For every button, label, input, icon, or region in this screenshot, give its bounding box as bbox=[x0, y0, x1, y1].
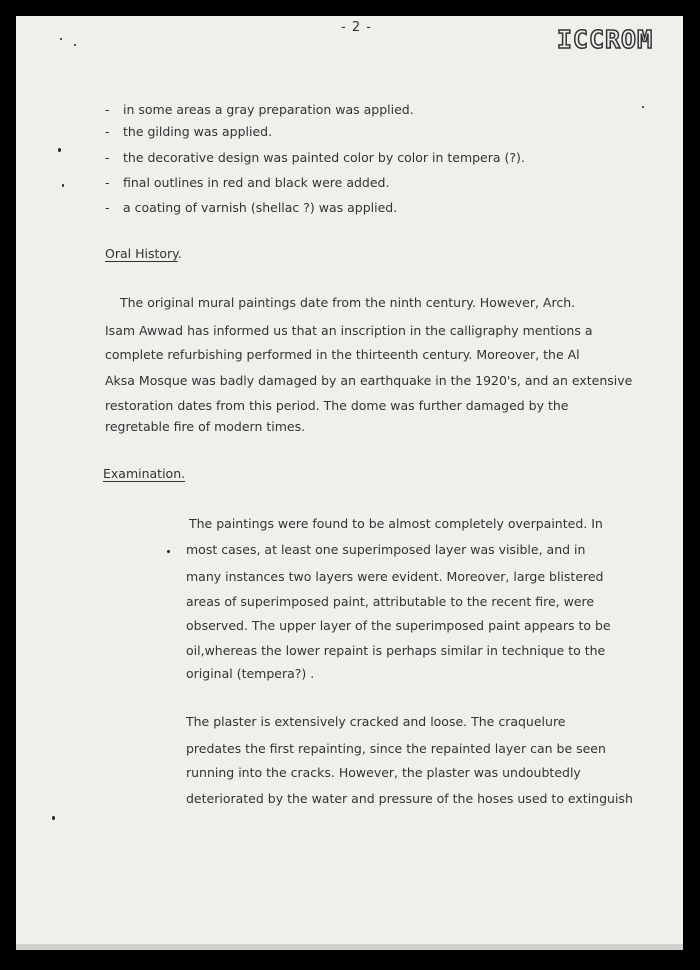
examination-p2-line: predates the first repainting, since the repainted layer can be seen bbox=[186, 741, 606, 756]
list-item: - final outlines in red and black were added. bbox=[105, 175, 390, 190]
examination-p1-line: oil,whereas the lower repaint is perhaps similar in technique to the bbox=[186, 643, 606, 658]
list-marker: - bbox=[105, 124, 110, 139]
list-item: - the gilding was applied. bbox=[105, 124, 273, 139]
oral-history-line: restoration dates from this period. The dome was further damaged by the bbox=[105, 398, 569, 413]
list-marker: - bbox=[105, 200, 110, 215]
examination-p2-line: The plaster is extensively cracked and loose. The craquelure bbox=[186, 714, 566, 729]
list-marker: - bbox=[105, 102, 110, 117]
examination-p1-line: most cases, at least one superimposed layer was visible, and in bbox=[186, 542, 586, 557]
scan-speck bbox=[62, 184, 64, 187]
scan-speck bbox=[642, 106, 644, 108]
examination-p1-line: original (tempera?) . bbox=[186, 666, 315, 681]
examination-heading: Examination. bbox=[103, 466, 186, 481]
examination-p1-line: The paintings were found to be almost completely overpainted. In bbox=[189, 516, 603, 531]
oral-history-line: complete refurbishing performed in the thirteenth century. Moreover, the Al bbox=[105, 347, 580, 362]
list-marker: - bbox=[105, 150, 110, 165]
scan-speck bbox=[74, 44, 76, 46]
scan-speck bbox=[60, 38, 62, 40]
examination-p2-line: running into the cracks. However, the plaster was undoubtedly bbox=[186, 765, 581, 780]
list-item: - in some areas a gray preparation was applied. bbox=[105, 102, 414, 117]
scan-speck bbox=[167, 550, 170, 553]
scan-speck bbox=[58, 148, 61, 152]
oral-history-line: regretable fire of modern times. bbox=[105, 419, 306, 434]
page-number: - 2 - bbox=[341, 20, 372, 35]
list-item: - a coating of varnish (shellac ?) was applied. bbox=[105, 200, 398, 215]
examination-p1-line: observed. The upper layer of the superimposed paint appears to be bbox=[186, 618, 611, 633]
iccrom-logo: ICCROM bbox=[556, 24, 654, 54]
oral-history-line: Isam Awwad has informed us that an inscription in the calligraphy mentions a bbox=[105, 323, 593, 338]
document-page bbox=[16, 16, 683, 950]
list-item: - the decorative design was painted color by color in tempera (?). bbox=[105, 150, 525, 165]
examination-p1-line: many instances two layers were evident. Moreover, large blistered bbox=[186, 569, 604, 584]
oral-history-line: Aksa Mosque was badly damaged by an earthquake in the 1920's, and an extensive bbox=[105, 373, 633, 388]
list-marker: - bbox=[105, 175, 110, 190]
oral-history-heading: Oral History. bbox=[105, 246, 182, 261]
oral-history-line: The original mural paintings date from the ninth century. However, Arch. bbox=[120, 295, 576, 310]
examination-p1-line: areas of superimposed paint, attributable to the recent fire, were bbox=[186, 594, 595, 609]
scan-edge bbox=[16, 944, 683, 950]
examination-p2-line: deteriorated by the water and pressure of the hoses used to extinguish bbox=[186, 791, 633, 806]
scan-speck bbox=[52, 816, 55, 820]
